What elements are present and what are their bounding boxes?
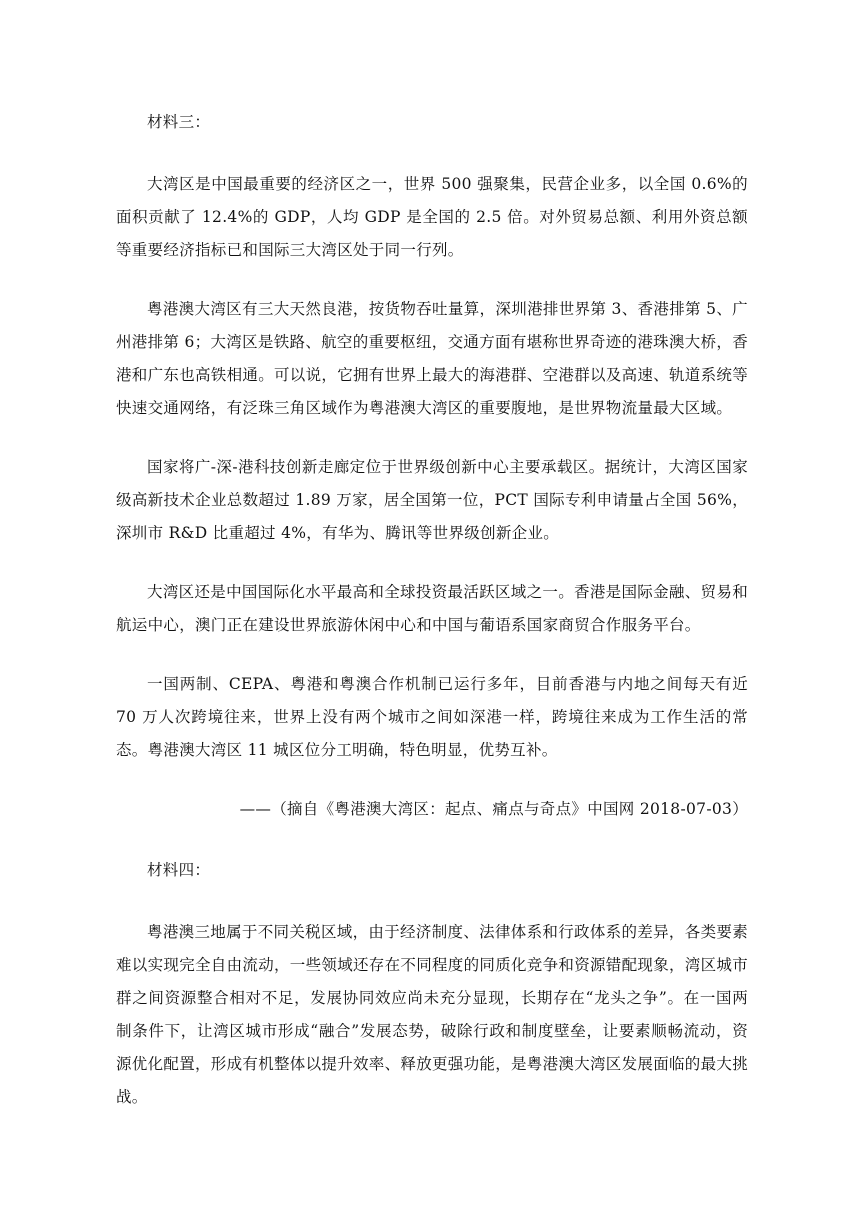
material-3-source-citation: ——（摘自《粤港澳大湾区：起点、痛点与奇点》中国网 2018-07-03） (239, 800, 748, 818)
material-3-paragraph-5: 一国两制、CEPA、粤港和粤澳合作机制已运行多年，目前香港与内地之间每天有近 70 万人次跨境往来，世界上没有两个城市之间如深港一样，跨境往来成为工作生活的常态。粤港澳大湾区 11 城区位分工明确，特色明显，优势互补。 (116, 675, 748, 759)
material-4-paragraph-1: 粤港澳三地属于不同关税区域，由于经济制度、法律体系和行政体系的差异，各类要素难以实现完全自由流动，一些领域还存在不同程度的同质化竞争和资源错配现象，湾区城市群之间资源整合相对不足，发展协同效应尚未充分显现，长期存在“龙头之争”。在一国两制条件下，让湾区城市形成“融合”发展态势，破除行政和制度壁垒，让要素顺畅流动，资源优化配置，形成有机整体以提升效率、释放更强功能，是粤港澳大湾区发展面临的最大挑战。 (116, 923, 749, 1106)
material-3-paragraph-3: 国家将广-深-港科技创新走廊定位于世界级创新中心主要承载区。据统计，大湾区国家级高新技术企业总数超过 1.89 万家，居全国第一位，PCT 国际专利申请量占全国 56%，深圳市 R&D 比重超过 4%，有华为、腾讯等世界级创新企业。 (116, 458, 748, 542)
material-3-paragraph-1: 大湾区是中国最重要的经济区之一，世界 500 强聚集，民营企业多，以全国 0.6%的面积贡献了 12.4%的 GDP，人均 GDP 是全国的 2.5 倍。对外贸易总额、利用外资总额等重要经济指标已和国际三大湾区处于同一行列。 (116, 175, 748, 259)
document-page (116, 106, 748, 1140)
material-3-heading: 材料三： (147, 113, 211, 131)
material-3-paragraph-4: 大湾区还是中国国际化水平最高和全球投资最活跃区域之一。香港是国际金融、贸易和航运中心，澳门正在建设世界旅游休闲中心和中国与葡语系国家商贸合作服务平台。 (116, 583, 748, 634)
material-4-heading: 材料四： (147, 861, 211, 879)
material-3-paragraph-2: 粤港澳大湾区有三大天然良港，按货物吞吐量算，深圳港排世界第 3、香港排第 5、广州港排第 6；大湾区是铁路、航空的重要枢纽，交通方面有堪称世界奇迹的港珠澳大桥，香港和广东也高铁相通。可以说，它拥有世界上最大的海港群、空港群以及高速、轨道系统等快速交通网络，有泛珠三角区域作为粤港澳大湾区的重要腹地，是世界物流量最大区域。 (116, 300, 749, 417)
